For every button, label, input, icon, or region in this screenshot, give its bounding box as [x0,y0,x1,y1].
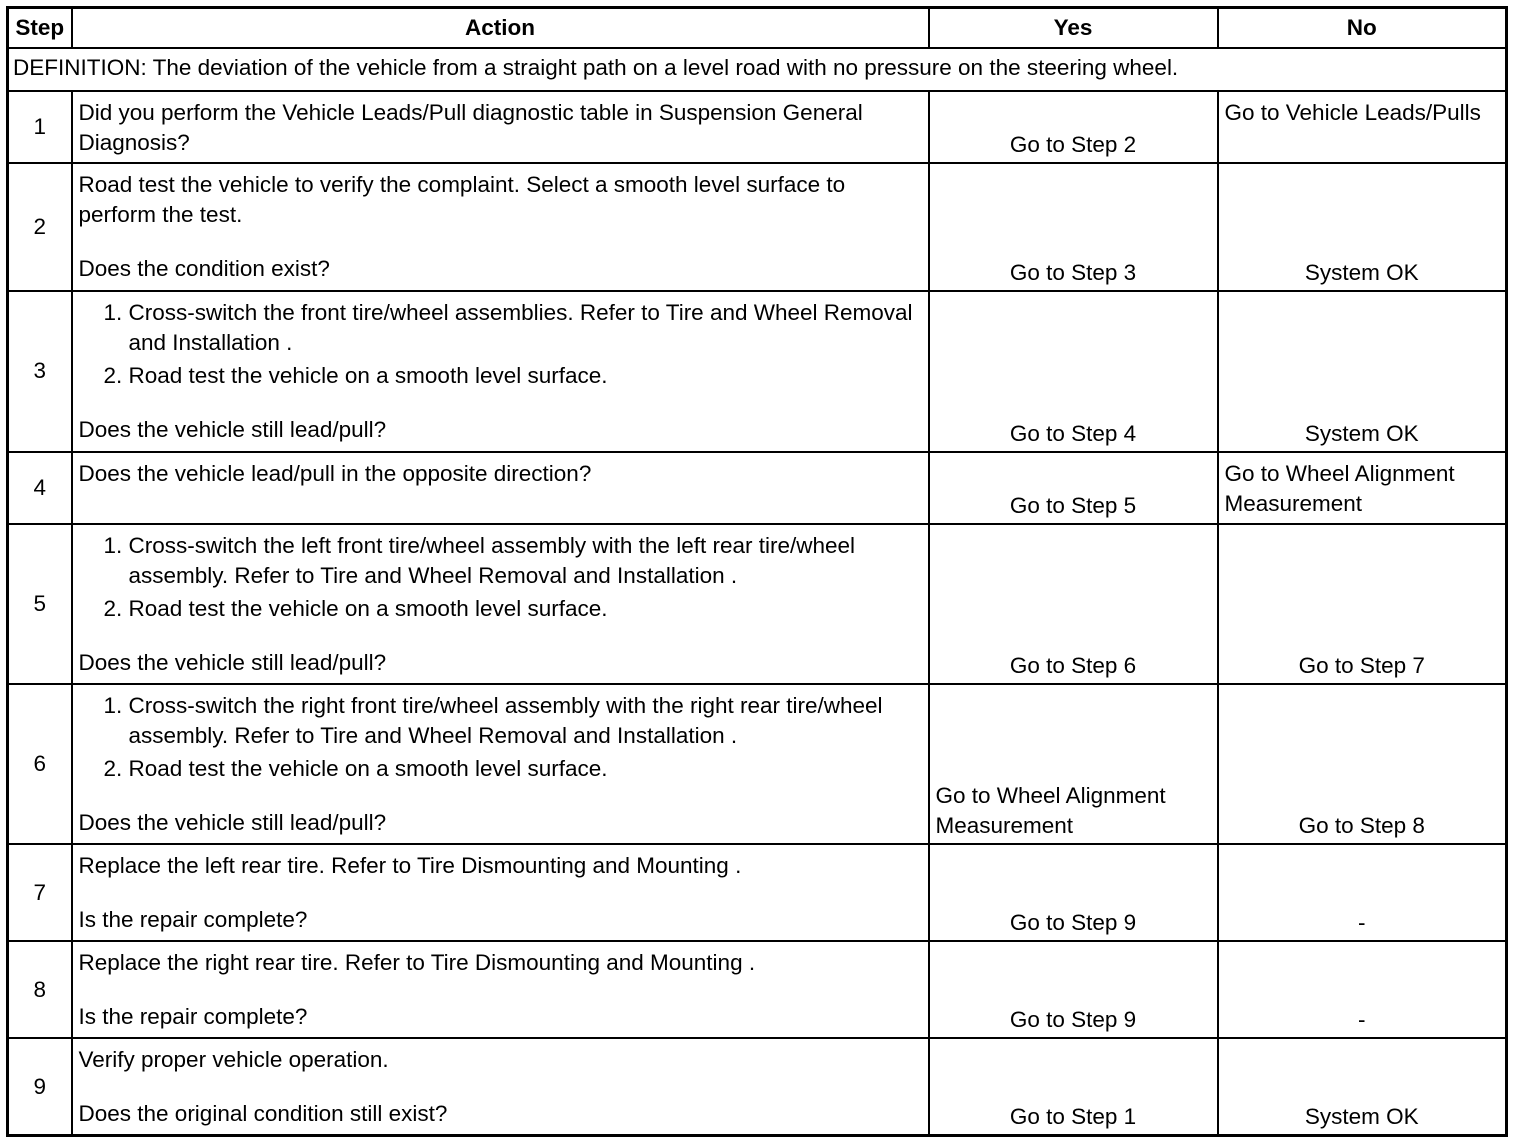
no-cell: - [1218,844,1507,941]
step-number: 3 [8,291,72,451]
action-question: Does the original condition still exist? [78,1101,448,1127]
yes-cell: Go to Step 4 [929,291,1218,451]
action-list [79,298,922,391]
action-cell [72,1038,929,1135]
action-list [79,691,922,784]
header-row [8,8,1507,49]
action-cell [72,941,929,1038]
definition-row [8,48,1507,91]
action-question: Is the repair complete? [78,1004,308,1030]
table-row [8,91,1507,163]
table-row [8,452,1507,524]
table-row [8,684,1507,844]
action-text: Verify proper vehicle operation. [78,1047,389,1073]
action-text: Does the vehicle lead/pull in the opposite direction? [78,460,592,486]
yes-cell: Go to Step 1 [929,1038,1218,1135]
list-item: 2. Road test the vehicle on a smooth level surface. [129,594,922,624]
yes-cell: Go to Wheel Alignment Measurement [929,684,1218,844]
table-row [8,1038,1507,1135]
no-cell: System OK [1218,291,1507,451]
yes-cell: Go to Step 2 [929,91,1218,163]
yes-cell: Go to Step 3 [929,163,1218,291]
step-number: 6 [8,684,72,844]
action-question: Does the vehicle still lead/pull? [78,649,387,675]
action-text: Replace the right rear tire. Refer to Tire Dismounting and Mounting . [78,950,756,976]
action-question: Is the repair complete? [78,907,308,933]
no-cell: Go to Vehicle Leads/Pulls [1218,91,1507,163]
action-question: Does the condition exist? [78,256,330,282]
list-item: 2. Road test the vehicle on a smooth level surface. [129,361,922,391]
action-cell [72,452,929,524]
list-item: 1. Cross-switch the left front tire/wheel assembly with the left rear tire/wheel assembly. Refer to Tire and Wheel Removal and Installation . [129,531,922,591]
no-cell: System OK [1218,1038,1507,1135]
step-number: 9 [8,1038,72,1135]
header-step: Step [8,8,72,49]
yes-cell: Go to Step 5 [929,452,1218,524]
list-item: 1. Cross-switch the right front tire/wheel assembly with the right rear tire/wheel assembly. Refer to Tire and Wheel Removal and Installation . [129,691,922,751]
table-row [8,844,1507,941]
action-text: Did you perform the Vehicle Leads/Pull diagnostic table in Suspension General Diagnosis? [78,100,863,156]
step-number: 8 [8,941,72,1038]
diagnostic-table [6,6,1508,1137]
no-cell: - [1218,941,1507,1038]
step-number: 1 [8,91,72,163]
action-cell [72,291,929,451]
table-row [8,941,1507,1038]
yes-cell: Go to Step 6 [929,524,1218,684]
yes-cell: Go to Step 9 [929,941,1218,1038]
action-text: Replace the left rear tire. Refer to Tire Dismounting and Mounting . [78,853,742,879]
step-number: 4 [8,452,72,524]
action-question: Does the vehicle still lead/pull? [78,417,387,443]
no-cell: Go to Step 8 [1218,684,1507,844]
table-row [8,291,1507,451]
no-cell: System OK [1218,163,1507,291]
action-text: Road test the vehicle to verify the complaint. Select a smooth level surface to perform the test. [78,172,846,228]
header-yes: Yes [929,8,1218,49]
no-cell: Go to Step 7 [1218,524,1507,684]
action-list [79,531,922,624]
step-number: 5 [8,524,72,684]
step-number: 2 [8,163,72,291]
step-number: 7 [8,844,72,941]
action-cell [72,684,929,844]
header-no: No [1218,8,1507,49]
action-question: Does the vehicle still lead/pull? [78,809,387,835]
yes-cell: Go to Step 9 [929,844,1218,941]
no-cell: Go to Wheel Alignment Measurement [1218,452,1507,524]
action-cell [72,91,929,163]
table-row [8,524,1507,684]
definition-text: DEFINITION: The deviation of the vehicle from a straight path on a level road with no pressure on the steering wheel. [8,48,1507,91]
action-cell [72,163,929,291]
list-item: 2. Road test the vehicle on a smooth level surface. [129,754,922,784]
header-action: Action [72,8,929,49]
table-row [8,163,1507,291]
action-cell [72,524,929,684]
action-cell [72,844,929,941]
list-item: 1. Cross-switch the front tire/wheel assemblies. Refer to Tire and Wheel Removal and Installation . [129,298,922,358]
